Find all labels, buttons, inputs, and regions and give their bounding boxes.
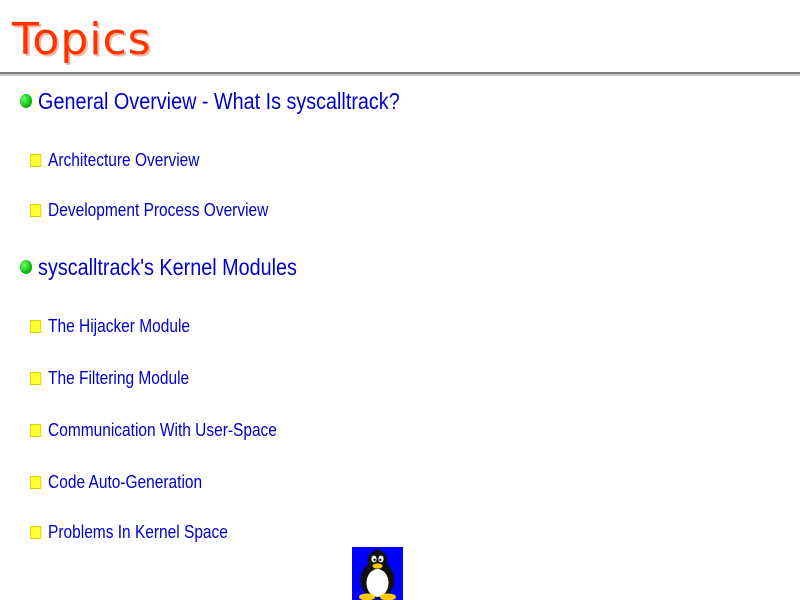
list-item-text: Problems In Kernel Space xyxy=(48,521,228,542)
list-item-text: General Overview - What Is syscalltrack? xyxy=(38,87,400,114)
yellow-square-bullet-icon xyxy=(30,372,41,385)
list-item xyxy=(20,252,297,282)
slide-title: Topics xyxy=(12,14,152,65)
tux-penguin-icon xyxy=(352,547,403,600)
list-item-text: Architecture Overview xyxy=(48,149,200,170)
yellow-square-bullet-icon xyxy=(30,424,41,437)
list-item xyxy=(30,417,277,443)
list-item xyxy=(20,86,400,116)
list-item xyxy=(30,147,199,173)
list-item-text: Communication With User-Space xyxy=(48,419,277,440)
list-item xyxy=(30,519,228,545)
yellow-square-bullet-icon xyxy=(30,476,41,489)
list-item-text: syscalltrack's Kernel Modules xyxy=(38,253,297,280)
list-item xyxy=(30,197,268,223)
list-item xyxy=(30,365,189,391)
green-dot-bullet-icon xyxy=(20,94,32,108)
list-item-text: Development Process Overview xyxy=(48,199,269,220)
yellow-square-bullet-icon xyxy=(30,154,41,167)
list-item-text: The Filtering Module xyxy=(48,367,190,388)
yellow-square-bullet-icon xyxy=(30,526,41,539)
yellow-square-bullet-icon xyxy=(30,320,41,333)
green-dot-bullet-icon xyxy=(20,260,32,274)
list-item xyxy=(30,313,190,339)
list-item xyxy=(30,469,202,495)
list-item-text: The Hijacker Module xyxy=(48,315,191,336)
yellow-square-bullet-icon xyxy=(30,204,41,217)
title-divider xyxy=(0,72,800,76)
list-item-text: Code Auto-Generation xyxy=(48,471,203,492)
